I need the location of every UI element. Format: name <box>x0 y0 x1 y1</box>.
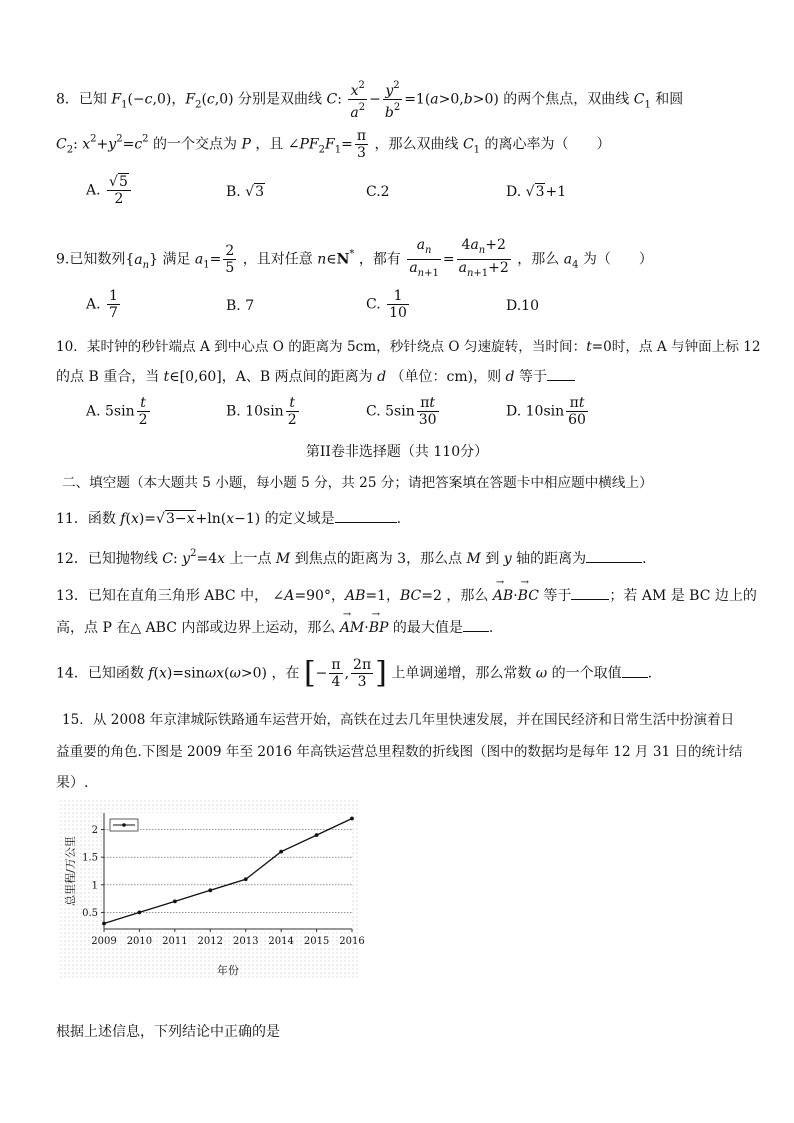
data-point-2014 <box>279 850 283 854</box>
q13-line1: 13．已知在直角三角形 ABC 中， ∠A=90°，AB=1，BC=2 ，那么 → AB·→ BC 等于 ；若 AM 是 BC 边上的 <box>56 585 757 605</box>
question-14: 14．已知函数 f(x)=sinωx(ω>0) ，在 [− $\frac{\pi}{4}$ , $\frac{2\pi}{3}$ ] 上单调递增，那么常数 ω 的一个取值 . <box>56 655 653 691</box>
x-tick-label: 2014 <box>268 936 294 947</box>
y-tick-label: 0.5 <box>82 907 98 919</box>
footer-prompt: 根据上述信息，下列结论中正确的是 <box>56 1024 280 1040</box>
x-tick-label: 2010 <box>126 936 153 947</box>
q13-line2: 高，点 P 在△ ABC 内部或边界上运动，那么 → AM·→ BP 的最大值是 . <box>56 617 493 637</box>
q9-line: 9.已知数列$\{a_n\}$ 满足 $a_1=$ $\frac{2}{5}$ ，且对任意 n∈N* ，都有 $\frac{a_n}{a_{n+1}}$ = $\frac{4a_n+2}{a_{n+1}+2}$ ，那么 $a_4$ 为（ ） <box>56 237 653 279</box>
q9-option-d: D.10 <box>506 298 539 314</box>
q9-option-a: A. $\frac{1}{7}$ <box>86 288 118 321</box>
q8-line1: 8．已知 $F_1(-c,0)$，$F_2(c,0)$ 分别是双曲线 C: $\frac{x^2}{a^2}$ − $\frac{y^2}{b^2}$ =1(a>0,b>0) 的两个焦点，双曲线 $C_1$ 和圆 <box>56 80 684 121</box>
q8-option-b: B. √3 <box>226 184 265 200</box>
y-tick-label: 2 <box>91 825 98 837</box>
data-point-2015 <box>315 833 319 837</box>
data-point-2010 <box>138 911 142 915</box>
legend <box>110 819 138 831</box>
x-tick-label: 2015 <box>303 936 330 947</box>
q15-line3: 果）. <box>56 775 89 791</box>
question-11: 11．函数 f(x)=√3−x+ln(x−1) 的定义域是 . <box>56 511 402 527</box>
x-tick-label: 2009 <box>91 936 117 947</box>
x-tick-label: 2011 <box>162 936 188 947</box>
section-2-heading: 二、填空题（本大题共 5 小题，每小题 5 分，共 25 分；请把答案填在答题卡中相应题中横线上） <box>62 475 653 491</box>
q9-option-b: B. 7 <box>226 298 255 314</box>
q10-option-c: C. 5sin $\frac{\pi t}{30}$ <box>366 395 437 428</box>
x-tick-label: 2016 <box>339 936 365 947</box>
q8-line2: $C_2$: $x^2+y^2=c^2$ 的一个交点为 P ，且 $\angle PF_2F_1=$ $\frac{\pi}{3}$ ，那么双曲线 $C_1$ 的离心率为（ ） <box>56 128 611 161</box>
q9-option-c: C. $\frac{1}{10}$ <box>366 288 407 321</box>
q8-option-c: C.2 <box>366 184 390 200</box>
q10-option-b: B. 10sin $\frac{t}{2}$ <box>226 395 297 428</box>
data-point-2012 <box>208 888 212 892</box>
q10-option-d: D. 10sin $\frac{\pi t}{60}$ <box>506 395 586 428</box>
q10-line1: 10．某时钟的秒针端点 A 到中心点 O 的距离为 5cm，秒针绕点 O 匀速旋转，当时间：t=0时，点 A 与钟面上标 12 <box>56 339 761 355</box>
x-axis-label: 年份 <box>217 964 239 977</box>
y-axis-label: 总里程/万公里 <box>64 836 77 906</box>
data-point-2011 <box>173 899 177 903</box>
q15-line2: 益重要的角色.下图是 2009 年至 2016 年高铁运营总里程数的折线图（图中的数据均是每年 12 月 31 日的统计结 <box>56 744 743 760</box>
x-tick-label: 2013 <box>232 936 259 947</box>
q8-option-d: D. √3+1 <box>506 184 567 200</box>
q10-option-a: A. 5sin $\frac{t}{2}$ <box>86 395 148 428</box>
q8-option-a: A. $\frac{√5}{2}$ <box>86 174 133 207</box>
question-12: 12．已知抛物线 C: $y^2=4x$ 上一点 M 到焦点的距离为 3，那么点 M 到 y 轴的距离为 . <box>56 548 647 567</box>
section-title: 第II卷非选择题（共 110分） <box>305 444 489 460</box>
data-point-2009 <box>102 922 106 926</box>
q10-line2: 的点 B 重合，当 t∈[0,60]，A、B 两点间的距离为 d （单位：cm)，则 d 等于 <box>56 366 575 386</box>
y-tick-label: 1.5 <box>82 852 98 864</box>
data-point-2016 <box>350 817 354 821</box>
mileage-line-chart <box>60 800 365 980</box>
y-tick-label: 1 <box>91 880 98 892</box>
q15-line1: 15．从 2008 年京津城际铁路通车运营开始，高铁在过去几年里快速发展，并在国民经济和日常生活中扮演着日 <box>62 712 735 728</box>
data-point-2013 <box>244 877 248 881</box>
x-tick-label: 2012 <box>197 936 224 947</box>
